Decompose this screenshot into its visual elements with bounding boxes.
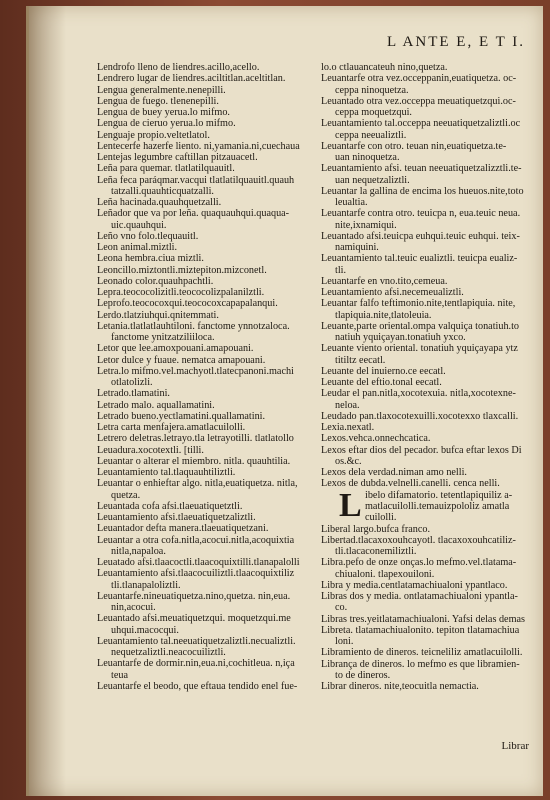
dictionary-entry-line: Lengua de buey yerua.lo mifmo.: [97, 107, 230, 118]
dictionary-entry-line: chiualoni. tlapexouiloni.: [335, 568, 435, 580]
dictionary-entry-line: Leuante viento oriental. tonatiuh yquiçayapa ytz: [321, 343, 518, 355]
dictionary-entry-line: uhqui.macocqui.: [111, 624, 179, 636]
dictionary-entry-line: leualtia.: [335, 197, 368, 208]
dictionary-entry-line: Leon animal.miztli.: [97, 242, 178, 253]
running-header: L ANTE E, E T I.: [387, 34, 525, 50]
dictionary-entry-line: Leuantarfe el beodo, que eftaua tendido enel fue-: [97, 680, 298, 692]
dictionary-entry-line: Lerdo.tlatziuhqui.qnitemmati.: [97, 309, 219, 321]
dictionary-entry-line: Leuantarfe contra otro. teuicpa n, eua.teuic neua.: [321, 208, 521, 220]
dictionary-entry-line: Leuantarfe otra vez.occeppanin,euatiquetza. oc-: [321, 73, 517, 85]
book-page: [26, 6, 543, 796]
right-entries-bottom: [321, 524, 543, 693]
dictionary-entry-line: Leña para quemar. tlatlatilquauitl.: [97, 163, 235, 175]
dictionary-entry-line: namiquini.: [335, 242, 379, 253]
left-column: [97, 62, 317, 692]
dictionary-entry-line: ceppa moquetzqui.: [335, 107, 412, 118]
dictionary-entry-line: Leudado pan.tlaxocotexuilli.xocotexxo tlaxcalli.: [321, 410, 519, 422]
dictionary-entry-line: Leuantarfe con otro. teuan nin,euatiquetza.te-: [321, 140, 507, 152]
dictionary-entry-line: Leñador que va por leña. quaquauhqui.quaqua-: [97, 208, 290, 220]
dictionary-entry-line: Libreta. tlatamachiualonito. tepiton tlatamachiua: [321, 624, 520, 636]
dictionary-entry-line: Leuantar falfo teftimonio.nite,tentlapiquia. nite,: [321, 298, 516, 310]
dictionary-entry-line: Leuantamiento tal.occeppa neeuatiquetzaliztli.oc: [321, 118, 521, 130]
dictionary-entry-line: nin,acocui.: [111, 602, 156, 613]
dictionary-entry-line: Leuantado otra vez.occeppa meuatiquetzqui.oc-: [321, 95, 516, 107]
dictionary-entry-line: Leuatado afsi.tlaacoctli.tlaacoquixtilli.tlanapalolli: [97, 557, 300, 568]
dictionary-entry-line: Lendrofo lleno de liendres.acillo,acello.: [97, 62, 260, 73]
dictionary-entry-line: to de dineros.: [335, 669, 391, 681]
dictionary-entry-line: Leuantador defta manera.tlaeuatiquetzani.: [97, 523, 269, 535]
dictionary-entry-line: Leuantar o enhieftar algo. nitla,euatiquetza. nitla,: [97, 478, 298, 490]
dictionary-entry-line: tli.: [335, 264, 347, 276]
dictionary-entry-line: Leuantarfe.nineuatiquetza.nino,quetza. nin,eua.: [97, 590, 291, 602]
dropcap-entry: [321, 486, 543, 524]
dictionary-entry-line: Lexos de dubda.velnelli.canelli. cenca nelli.: [321, 478, 500, 490]
dictionary-entry-line: otlatolizli.: [111, 377, 153, 388]
dictionary-entry-line: Lenguaje propio.veltetlatol.: [97, 129, 210, 141]
dictionary-entry-line: tatzalli.quauhticquatzalli.: [111, 185, 214, 197]
dictionary-entry-line: Leuantar o alterar el miembro. nitla. quauhtilia.: [97, 455, 291, 467]
dictionary-entry-line: Letania.tlatlatlauhtiloni. fanctome ynnotzaloca.: [97, 320, 290, 332]
catchword: Librar: [501, 740, 529, 752]
dictionary-entry-line: Letrado bueno.yectlamatini.quallamatini.: [97, 410, 266, 422]
dictionary-entry-line: os.&c.: [335, 455, 362, 467]
dictionary-entry-line: Leuantamiento afsi.tlaacocuiliztli.tlaacoquixtiliz: [97, 568, 295, 580]
dictionary-entry-line: fanctome ynitzatziliiloca.: [111, 332, 215, 343]
dictionary-entry-line: Libertad.tlacaxoxouhcayotl. tlacaxoxouhcatiliz-: [321, 534, 516, 546]
dictionary-entry-line: Lentecerfe hazerfe liento. ni,yamania.ni,cuechaua: [97, 140, 300, 152]
dictionary-entry-line: natiuh yquiçayan.tonatiuh yxco.: [335, 332, 466, 343]
dictionary-entry-line: Leuantamiento tal.teuic eualiztli. teuicpa eualiz-: [321, 253, 518, 265]
dictionary-entry-line: Librar dineros. nite,teocuitla nemactia.: [321, 681, 479, 692]
dictionary-entry-line: Liberal largo.bufca franco.: [321, 523, 430, 535]
dictionary-entry-line: Leona hembra.ciua miztli.: [97, 253, 204, 265]
dictionary-entry-line: Leuantado afsi.meuatiquetzqui. moquetzqui.me: [97, 613, 291, 625]
dictionary-entry-line: tli.tlacaconemiliztli.: [335, 546, 417, 557]
dictionary-entry-line: Leudar el pan.nitla,xocotexuia. nitla,xocotexne-: [321, 388, 516, 400]
dictionary-entry-line: Lexos dela verdad.niman amo nelli.: [321, 467, 467, 478]
dictionary-entry-line: Leuadura.xocotextli. [tilli.: [97, 444, 204, 456]
dictionary-entry-line: Lengua de fuego. tlenenepilli.: [97, 95, 219, 107]
dictionary-entry-line: Letra.lo mifmo.vel.machyotl.tlatecpanoni.machi: [97, 365, 294, 377]
dictionary-entry-line: Leuantamiento afsi.tlaeuatiquetzaliztli.: [97, 512, 256, 523]
dictionary-entry-line: Leuantamiento tal.tlaquauhtiliztli.: [97, 467, 236, 478]
dictionary-entry-line: tlapiquia.nite,tlatoleuia.: [335, 309, 432, 321]
dictionary-entry-line: Leña feca paráqmar.vacqui tlatlatilquauitl.quauh: [97, 174, 295, 186]
dictionary-entry-line: Libras dos y media. ontlatamachiualoni ypantla-: [321, 591, 518, 602]
dropcap-letter: L: [339, 486, 362, 524]
dictionary-entry-line: Letrero deletras.letrayo.tla letrayotilli. tlatlatollo: [97, 433, 294, 445]
dictionary-entry-line: Leprofo.teococoxqui.teococoxcapapalanqui.: [97, 298, 278, 310]
dictionary-entry-line: teua: [111, 669, 128, 681]
dictionary-entry-line: loni.: [335, 636, 354, 647]
dropcap-line: matlacuilolli.temauizpololiz amatla: [365, 500, 510, 512]
dictionary-entry-line: Leoncillo.miztontli.miztepiton.mizconetl.: [97, 264, 267, 276]
dictionary-entry-line: Lengua generalmente.nenepilli.: [97, 84, 226, 96]
dictionary-entry-line: Libra y media.centlatamachiualoni ypantlaco.: [321, 579, 508, 591]
dictionary-entry-line: Leuantar a otra cofa.nitla,acocui.nitla,acoquixtia: [97, 534, 295, 546]
dictionary-entry-line: uan ninoquetza.: [335, 152, 400, 163]
dropcap-line: ibelo difamatorio. tetentlapiquiliz a-: [365, 489, 513, 501]
dictionary-entry-line: Leuantada cofa afsi.tlaeuatiquetztli.: [97, 500, 243, 512]
dictionary-entry-line: Letrado.tlamatini.: [97, 388, 170, 400]
dictionary-entry-line: ceppa ninoquetza.: [335, 84, 409, 96]
dictionary-entry-line: Lengua de cieruo yerua.lo mifmo.: [97, 118, 236, 130]
dictionary-entry-line: Leuante,parte oriental.ompa valquiça tonatiuh.to: [321, 320, 520, 332]
right-entries-top: [321, 62, 543, 490]
dictionary-entry-line: Libra.pefo de onze onças.lo mefmo.vel.tlatama-: [321, 557, 517, 569]
dictionary-entry-line: Libramiento de dineros. teicneliliz amatlacuilolli.: [321, 647, 523, 659]
dictionary-entry-line: Lexos eftar dios del pecador. bufca eftar lexos Di: [321, 444, 522, 456]
dictionary-entry-line: Leño vno folo.tlequauitl.: [97, 230, 199, 242]
dictionary-entry-line: Lexos.vehca.onnechcatica.: [321, 433, 431, 445]
dictionary-entry-line: Lentejas legumbre caftillan pitzauacetl.: [97, 152, 258, 163]
dictionary-entry-line: Leuantarfe de dormir.nin,eua.ni,cochitleua. n,iça: [97, 658, 295, 670]
dictionary-entry-line: nite,ixnamiqui.: [335, 219, 397, 231]
dictionary-entry-line: titiltz eecatl.: [335, 354, 386, 366]
dictionary-entry-line: Leuantamiento afsi.necemeualiztli.: [321, 287, 464, 298]
dictionary-entry-line: Libras tres.yeitlatamachiualoni. Yafsi delas demas: [321, 613, 525, 625]
dictionary-entry-line: lo.o ctlauancateuh nino,quetza.: [321, 62, 448, 73]
dictionary-entry-line: nequetzaliztli.neacocuiliztli.: [111, 647, 226, 658]
dropcap-line: cuilolli.: [365, 512, 397, 523]
dictionary-entry-line: Letra carta menfajera.amatlacuilolli.: [97, 422, 246, 433]
dictionary-entry-line: Letor que lee.amoxpouani.amapouani.: [97, 343, 254, 355]
right-column: [321, 62, 543, 692]
dictionary-entry-line: Leonado color.quauhpachtli.: [97, 275, 214, 287]
dictionary-entry-line: uic.quauhqui.: [111, 219, 167, 231]
dictionary-entry-line: Lendrero lugar de liendres.aciltitlan.aceltitlan.: [97, 73, 286, 85]
dictionary-entry-line: neloa.: [335, 399, 360, 411]
dictionary-entry-line: Leuantarfe en vno.tito,cemeua.: [321, 275, 448, 287]
dictionary-entry-line: Librança de dineros. lo mefmo es que libramien-: [321, 658, 520, 670]
dictionary-entry-line: Lepra.teococolizitli.teococolizpalanilztli.: [97, 287, 265, 298]
dictionary-entry-line: Leuante del eftio.tonal eecatl.: [321, 377, 442, 388]
dictionary-entry-line: co.: [335, 602, 348, 614]
dictionary-entry-line: Leuantar la gallina de encima los hueuos.nite,toto: [321, 185, 524, 197]
dictionary-entry-line: Leuante del inuierno.ce eecatl.: [321, 365, 446, 377]
dictionary-entry-line: quetza.: [111, 489, 141, 501]
dictionary-entry-line: Lexia.nexatl.: [321, 422, 375, 433]
dictionary-entry-line: ceppa neeualiztli.: [335, 129, 407, 141]
dropcap-text: [365, 490, 543, 524]
dictionary-entry-line: Leuantamiento afsi. teuan neeuatiquetzalizztli.te-: [321, 163, 522, 175]
dictionary-entry-line: Letrado malo. aquallamatini.: [97, 399, 215, 411]
dictionary-entry-line: tli.tlanapaloliztli.: [111, 579, 181, 591]
dictionary-entry-line: Leña hacinada.quauhquetzalli.: [97, 197, 222, 208]
dictionary-entry-line: Letor dulce y fuaue. nematca amapouani.: [97, 354, 266, 366]
dictionary-entry-line: uan nequetzaliztli.: [335, 174, 410, 186]
dictionary-entry-line: nitla,napaloa.: [111, 545, 166, 557]
dictionary-entry-line: Leuantado afsi.teuicpa euhqui.teuic euhqui. teix-: [321, 230, 520, 242]
dictionary-entry-line: Leuantamiento tal.neeuatiquetzaliztli.necualiztli.: [97, 635, 296, 647]
